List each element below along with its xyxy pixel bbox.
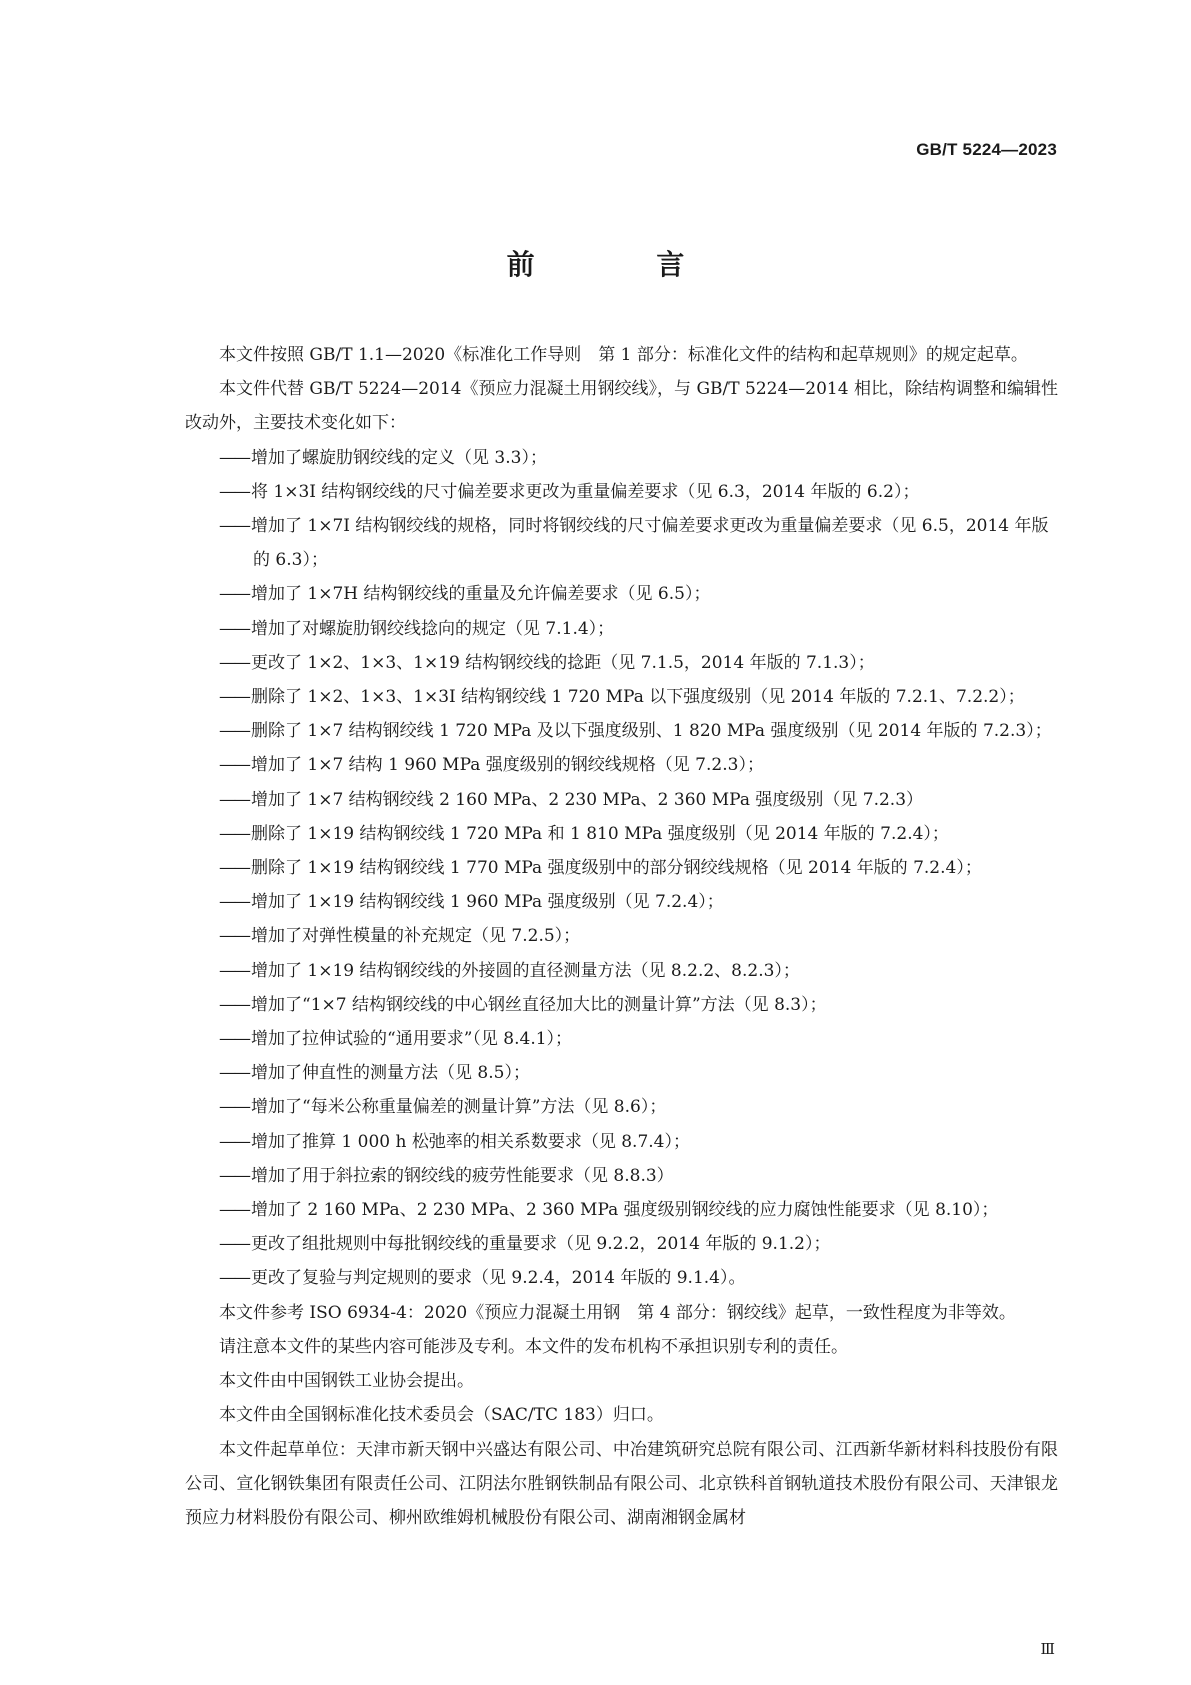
list-item: —— 删除了 1×2、1×3、1×3I 结构钢绞线 1 720 MPa 以下强度级别（见 2014 年版的 7.2.1、7.2.2）；	[185, 680, 1058, 714]
list-item: —— 增加了伸直性的测量方法（见 8.5）；	[185, 1056, 1058, 1090]
list-item: —— 将 1×3I 结构钢绞线的尺寸偏差要求更改为重量偏差要求（见 6.3，2014 年版的 6.2）；	[185, 475, 1058, 509]
list-item: —— 增加了 1×7I 结构钢绞线的规格，同时将钢绞线的尺寸偏差要求更改为重量偏差要求（见 6.5，2014 年版的 6.3）；	[185, 509, 1058, 577]
list-item: —— 增加了“每米公称重量偏差的测量计算”方法（见 8.6）；	[185, 1090, 1058, 1124]
list-item: —— 增加了 1×19 结构钢绞线的外接圆的直径测量方法（见 8.2.2、8.2.3）；	[185, 954, 1058, 988]
list-item: —— 增加了 2 160 MPa、2 230 MPa、2 360 MPa 强度级别钢绞线的应力腐蚀性能要求（见 8.10）；	[185, 1193, 1058, 1227]
list-item: —— 删除了 1×19 结构钢绞线 1 720 MPa 和 1 810 MPa 强度级别（见 2014 年版的 7.2.4）；	[185, 817, 1058, 851]
standard-number: GB/T 5224—2023	[916, 140, 1057, 159]
reference-paragraph: 本文件参考 ISO 6934-4：2020《预应力混凝土用钢 第 4 部分：钢绞线》起草，一致性程度为非等效。	[219, 1302, 1016, 1323]
list-item: —— 增加了 1×19 结构钢绞线 1 960 MPa 强度级别（见 7.2.4）；	[185, 885, 1058, 919]
list-item: —— 增加了“1×7 结构钢绞线的中心钢丝直径加大比的测量计算”方法（见 8.3）；	[185, 988, 1058, 1022]
list-item: —— 更改了 1×2、1×3、1×19 结构钢绞线的捻距（见 7.1.5，2014 年版的 7.1.3）；	[185, 646, 1058, 680]
list-item: —— 增加了螺旋肋钢绞线的定义（见 3.3）；	[185, 441, 1058, 475]
list-item: —— 增加了 1×7 结构钢绞线 2 160 MPa、2 230 MPa、2 360 MPa 强度级别（见 7.2.3）	[185, 783, 1058, 817]
list-item: —— 更改了组批规则中每批钢绞线的重量要求（见 9.2.2，2014 年版的 9.1.2）；	[185, 1227, 1058, 1261]
list-item: —— 增加了推算 1 000 h 松弛率的相关系数要求（见 8.7.4）；	[185, 1125, 1058, 1159]
proposer-paragraph: 本文件由中国钢铁工业协会提出。	[219, 1371, 474, 1392]
technical-changes-list	[185, 441, 1058, 1296]
committee-paragraph: 本文件由全国钢标准化技术委员会（SAC/TC 183）归口。	[219, 1405, 664, 1426]
list-item: —— 增加了拉伸试验的“通用要求”（见 8.4.1）；	[185, 1022, 1058, 1056]
intro-paragraph-drafting-rules: 本文件按照 GB/T 1.1—2020《标准化工作导则 第 1 部分：标准化文件的结构和起草规则》的规定起草。	[219, 345, 1028, 365]
drafting-units-paragraph: 本文件起草单位：天津市新天钢中兴盛达有限公司、中冶建筑研究总院有限公司、江西新华新材料科技股份有限公司、宣化钢铁集团有限责任公司、江阴法尔胜钢铁制品有限公司、北京铁科首钢轨道技术股份有限公司、天津银龙预应力材料股份有限公司、柳州欧维姆机械股份有限公司、湖南湘钢金属材	[185, 1439, 1058, 1528]
list-item: —— 增加了对螺旋肋钢绞线捻向的规定（见 7.1.4）；	[185, 612, 1058, 646]
list-item: —— 删除了 1×19 结构钢绞线 1 770 MPa 强度级别中的部分钢绞线规格（见 2014 年版的 7.2.4）；	[185, 851, 1058, 885]
list-item: —— 增加了 1×7 结构 1 960 MPa 强度级别的钢绞线规格（见 7.2.3）；	[185, 748, 1058, 782]
intro-paragraph-replacement: 本文件代替 GB/T 5224—2014《预应力混凝土用钢绞线》，与 GB/T 5224—2014 相比，除结构调整和编辑性改动外，主要技术变化如下：	[185, 379, 1058, 434]
page-title: 前 言	[506, 248, 741, 281]
patent-notice-paragraph: 请注意本文件的某些内容可能涉及专利。本文件的发布机构不承担识别专利的责任。	[219, 1336, 848, 1357]
document-body	[185, 338, 1058, 1535]
page-number: Ⅲ	[1040, 1640, 1055, 1658]
list-item: —— 增加了 1×7H 结构钢绞线的重量及允许偏差要求（见 6.5）；	[185, 577, 1058, 611]
list-item: —— 更改了复验与判定规则的要求（见 9.2.4，2014 年版的 9.1.4）。	[185, 1261, 1058, 1295]
list-item: —— 增加了用于斜拉索的钢绞线的疲劳性能要求（见 8.8.3）	[185, 1159, 1058, 1193]
list-item: —— 增加了对弹性模量的补充规定（见 7.2.5）；	[185, 919, 1058, 953]
list-item: —— 删除了 1×7 结构钢绞线 1 720 MPa 及以下强度级别、1 820 MPa 强度级别（见 2014 年版的 7.2.3）；	[185, 714, 1058, 748]
